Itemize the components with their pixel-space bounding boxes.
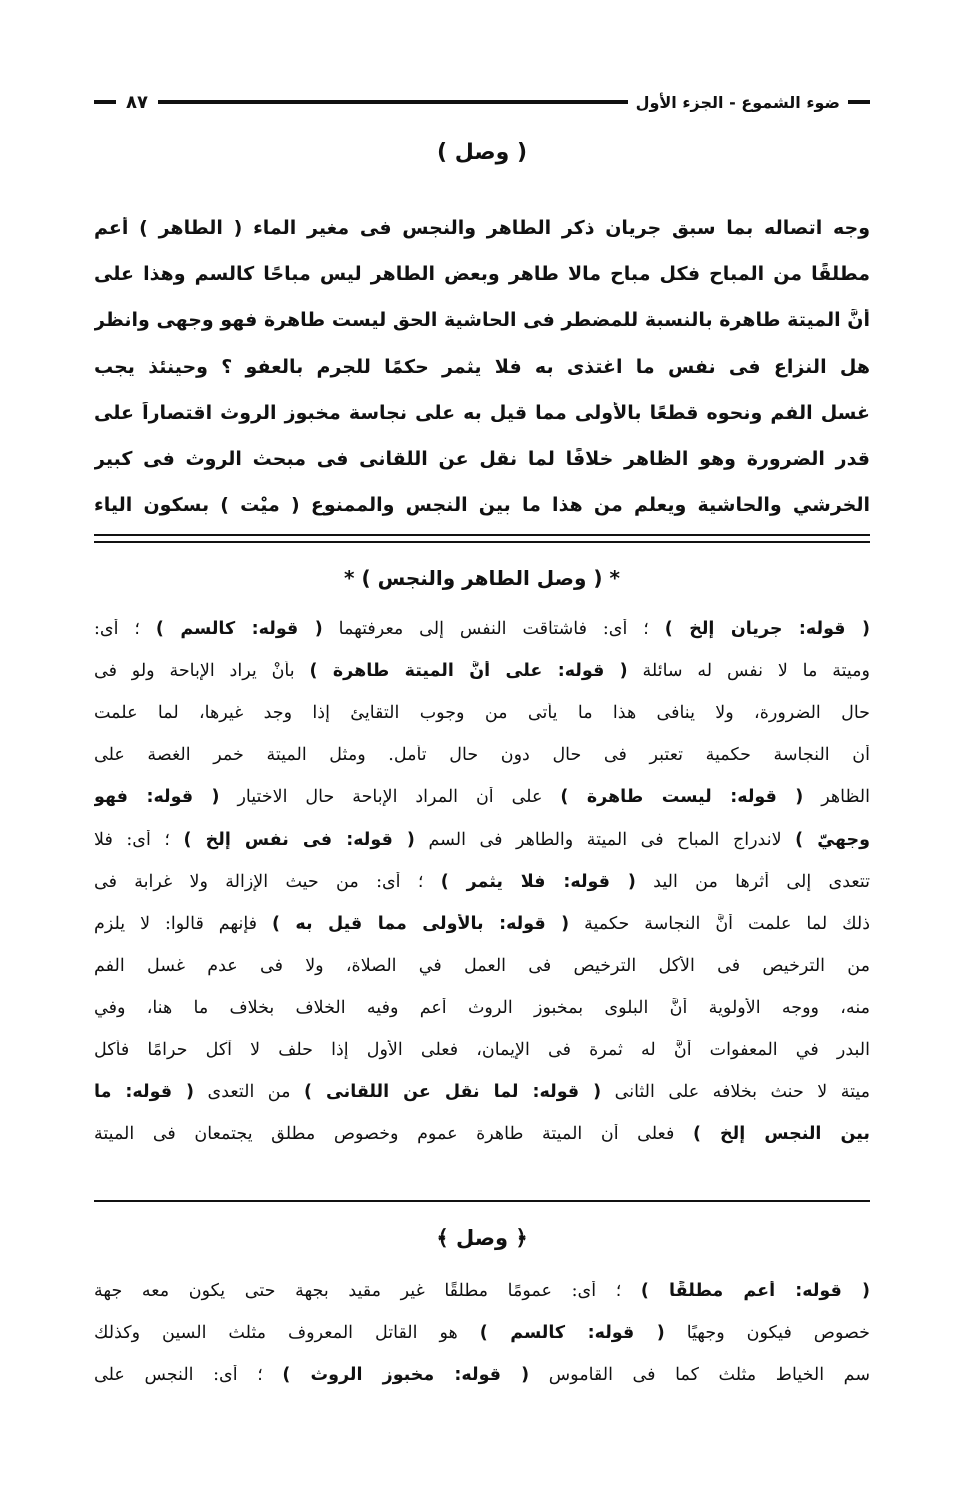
commentary-line — [94, 619, 870, 639]
quoted-phrase: ( قوله: فهو — [94, 787, 220, 808]
header-dash — [848, 100, 870, 104]
commentary-line — [94, 1281, 870, 1301]
commentary-text-run: ؛ أى: النجس على — [94, 1365, 283, 1385]
commentary-heading: * ( وصل الطاهر والنجس ) * — [344, 566, 620, 590]
main-heading: ( وصل ) — [437, 140, 527, 165]
header-dash — [94, 100, 116, 104]
commentary-line — [94, 1323, 870, 1343]
commentary-text-run: سم الخياط مثلث كما فى القاموس — [529, 1365, 870, 1385]
commentary-text-run: ؛ أى: من حيث الإزالة ولا غرابة فى — [94, 871, 441, 892]
commentary-text-run: من التعدى — [194, 1082, 304, 1103]
quoted-phrase: ( قوله: فى نفس إلخ ) — [183, 829, 415, 850]
main-line: أنَّ الميتة طاهرة بالنسبة للمضطر فى الحاشية الحق ليست طاهرة فهو وجهى وانظر — [94, 309, 870, 332]
commentary-text-run: ؛ أى: فاشتاقت النفس إلى معرفتهما — [322, 619, 665, 639]
commentary-text-run: تتعدى إلى أثرها من اليد — [635, 871, 870, 892]
commentary-text-run: منه، ووجه الأولوية أنَّ البلوى بمخبوز الروث أعم وفيه الخلاف بخلاف ما هنا، وفي — [94, 997, 870, 1018]
commentary-line — [94, 914, 870, 934]
commentary-text-run: البدر في المعفوات أنَّ له ثمرة فى الإيمان، فعلى الأول إذا حلف لا آكل حرامًا فأكل — [94, 1040, 870, 1060]
commentary-line — [94, 745, 870, 765]
commentary-text-run: هو القاتل المعروف مثلث السين وكذلك — [94, 1323, 480, 1343]
running-header — [94, 90, 870, 114]
commentary-line — [94, 872, 870, 892]
quoted-phrase: ( قوله: على أنَّ الميتة طاهرة ) — [309, 661, 628, 682]
quoted-phrase: ( قوله: ما — [94, 1082, 195, 1103]
quoted-phrase: بين النجس إلخ ) — [692, 1124, 870, 1145]
commentary-text-run: ذلك لما علمت أنَّ النجاسة حكمية — [569, 913, 870, 934]
quoted-phrase: ( قوله: لما نقل عن اللقانى ) — [303, 1082, 602, 1103]
main-line: الخرشي والحاشية ويعلم من هذا ما بين النجس والممنوع ( ميْت ) بسكون الياء — [94, 494, 870, 517]
commentary-text-run: لاندراج المباح فى الميتة والطاهر فى السم — [414, 829, 796, 850]
quoted-phrase: وجهيّ ) — [795, 829, 870, 850]
main-line: قدر الضرورة وهو الظاهر خلافًا لما نقل عن اللقانى فى مبحث الروث فى كبير — [94, 448, 870, 470]
commentary-line — [94, 1124, 870, 1144]
commentary-line — [94, 1365, 870, 1385]
main-line: هل النزاع فى نفس ما اغتذى به فلا يثمر حكمًا للجرم بالعفو ؟ وحينئذ يجب — [94, 355, 870, 378]
commentary-text-run: من الترخيص فى الأكل الترخيص فى العمل في الصلاة، ولا فى عدم غسل الفم — [94, 955, 870, 976]
commentary-line — [94, 703, 870, 723]
section-divider — [94, 1200, 870, 1202]
commentary-line — [94, 956, 870, 976]
commentary-text-run: الظاهر — [803, 787, 870, 808]
main-line: غسل الفم ونحوه قطعًا بالأولى مما قيل به على نجاسة مخبوز الروث اقتصاراً على — [94, 401, 870, 424]
commentary-text-run: ؛ أى: فلا — [94, 829, 184, 850]
divider-top — [94, 534, 870, 536]
section2-heading: ﴿ وصل ﴾ — [436, 1226, 528, 1250]
commentary-line — [94, 1040, 870, 1060]
commentary-text-run: ؛ أى: عمومًا مطلقًا غير مقيد بجهة حتى يكون معه جهة — [94, 1281, 641, 1301]
commentary-line — [94, 787, 870, 807]
page-number: ٨٧ — [126, 91, 148, 113]
quoted-phrase: ( قوله: فلا يثمر ) — [440, 871, 636, 892]
commentary-text-run: وميتة ما لا نفس له سائلة — [627, 661, 870, 682]
header-rule — [158, 100, 628, 104]
commentary-line — [94, 661, 870, 681]
quoted-phrase: ( قوله: ليست طاهرة ) — [560, 787, 804, 808]
commentary-line — [94, 998, 870, 1018]
quoted-phrase: ( قوله: بالأولى مما قيل به ) — [271, 913, 570, 934]
commentary-text-run: فعلى أن الميتة طاهرة عموم وخصوص مطلق يجتمعان فى الميتة — [94, 1124, 693, 1145]
commentary-text-run: على أن المراد الإباحة حال الاختيار — [219, 787, 561, 808]
divider-bottom — [94, 541, 870, 543]
main-line: مطلقًا من المباح فكل مباح مالا طاهر وبعض الطاهر ليس مباحًا كالسم وهذا على — [94, 263, 870, 286]
commentary-text-run: ميتة لا حنث بخلافه على الثانى — [601, 1082, 870, 1103]
commentary-line — [94, 1082, 870, 1102]
commentary-text-run: ؛ أى: — [94, 619, 156, 639]
commentary-text-run: بأنْ يراد الإباحة ولو فى — [94, 661, 310, 682]
commentary-line — [94, 830, 870, 850]
commentary-text-run: خصوص فيكون وجهيًا — [664, 1323, 870, 1343]
quoted-phrase: ( قوله: جريان إلخ ) — [664, 619, 870, 639]
commentary-text-run: فإنهم قالوا: لا يلزم — [94, 913, 272, 934]
quoted-phrase: ( قوله: أعم مطلقًا ) — [640, 1281, 870, 1301]
commentary-text-run: أن النجاسة حكمية تعتبر فى حال دون حال تأمل. ومثل الميتة خمر الغصة على — [94, 745, 870, 766]
quoted-phrase: ( قوله: مخبوز الروث ) — [282, 1365, 530, 1385]
book-title: ضوء الشموع - الجزء الأول — [635, 92, 840, 112]
commentary-text-run: حال الضرورة، ولا ينافى هذا ما يأتى من وجوب التقايئ إذا وجد غيرها، لما علمت — [94, 703, 870, 724]
quoted-phrase: ( قوله: كالسم ) — [155, 619, 323, 639]
quoted-phrase: ( قوله: كالسم ) — [479, 1323, 665, 1343]
main-line: وجه اتصاله بما سبق جريان ذكر الطاهر والنجس فى مغير الماء ( الطاهر ) أعم — [94, 217, 870, 239]
